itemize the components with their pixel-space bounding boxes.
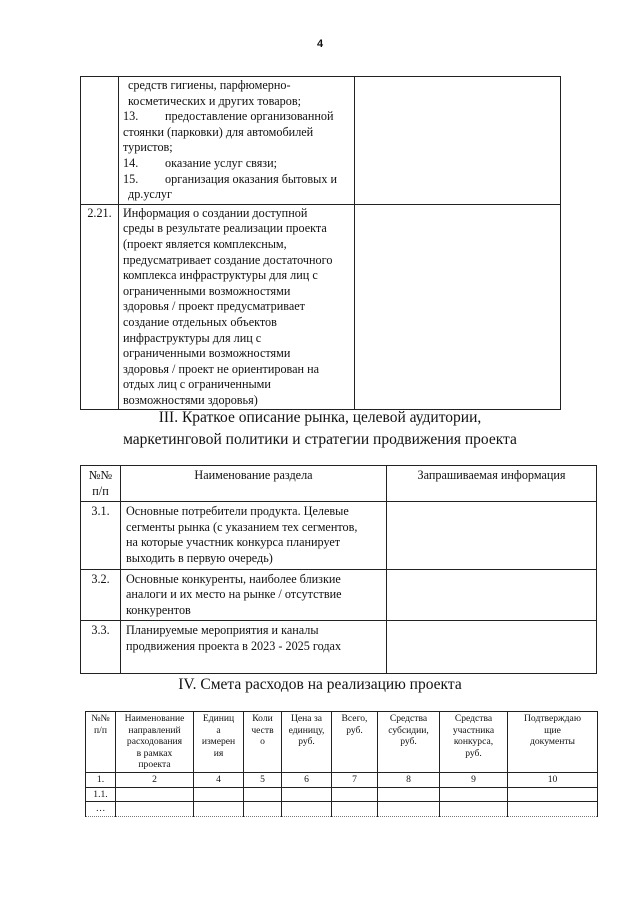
column-header-requested-info: Запрашиваемая информация: [387, 466, 597, 502]
table-header-row: [86, 712, 598, 773]
column-header-unit: Единиц а измерен ия: [194, 712, 244, 773]
row-number: 3.1.: [81, 502, 121, 569]
market-table: [80, 465, 597, 674]
column-header-unit-price: Цена за единицу, руб.: [282, 712, 332, 773]
list-item: 15. организация оказания бытовых и: [123, 171, 337, 186]
column-header-section-name: Наименование раздела: [121, 466, 387, 502]
table-row: [81, 502, 597, 569]
table-row: [81, 77, 561, 205]
section-name-cell: Основные потребители продукта. Целевые сегменты рынка (с указанием тех сегментов, на которые участник конкурса планирует выходить в первую очередь): [121, 502, 387, 569]
table-row: [81, 621, 597, 674]
section-3-title: III. Краткое описание рынка, целевой аудитории, маркетинговой политики и стратегии продвижения проекта: [123, 409, 517, 448]
list-item: 13. предоставление организованной: [123, 109, 334, 124]
project-info-table: [80, 76, 561, 410]
column-header-total: Всего, руб.: [332, 712, 378, 773]
row-number: 3.3.: [81, 621, 121, 674]
column-header-quantity: Коли честв о: [244, 712, 282, 773]
list-item: средств гигиены, парфюмерно-: [128, 78, 291, 92]
accessibility-info-cell: Информация о создании доступной среды в результате реализации проекта (проект является комплексным, предусматривает создание достаточного комплекса инфраструктуры для лиц с ограниченными возможностями здоровья / проект предусматривает создание отдельных объектов инфраструктуры для лиц с ограниченными возможностями здоровья / проект не ориентирован на отдых лиц с ограниченными возможностями здоровья): [119, 204, 355, 410]
info-cell: [355, 204, 561, 410]
list-item: туристов;: [123, 140, 173, 155]
row-number: 3.2.: [81, 569, 121, 621]
table-row: 1.1.: [86, 787, 598, 802]
section-name-cell: Планируемые мероприятия и каналы продвижения проекта в 2023 - 2025 годах: [121, 621, 387, 674]
column-header-supporting-docs: Подтверждаю щие документы: [508, 712, 598, 773]
list-item: стоянки (парковки) для автомобилей: [123, 124, 314, 139]
table-header-row: [81, 466, 597, 502]
column-header-expense-direction: Наименование направлений расходования в рамках проекта: [116, 712, 194, 773]
info-cell: [387, 569, 597, 621]
table-row: …: [86, 802, 598, 817]
list-item: косметических и других товаров;: [128, 93, 301, 108]
table-row: 1. 2 4 5 6 7 8 9 10: [86, 772, 598, 787]
column-header-subsidy-funds: Средства субсидии, руб.: [378, 712, 440, 773]
list-item: др.услуг: [128, 187, 173, 202]
table-row: [81, 204, 561, 410]
budget-table: [85, 711, 598, 817]
section-name-cell: Основные конкуренты, наиболее близкие аналоги и их место на рынке / отсутствие конкурентов: [121, 569, 387, 621]
page-number: 4: [316, 38, 324, 50]
info-cell: [387, 502, 597, 569]
info-cell: [387, 621, 597, 674]
info-cell: [355, 77, 561, 205]
column-header-number: №№ п/п: [81, 466, 121, 502]
section-4-title: IV. Смета расходов на реализацию проекта: [178, 676, 462, 693]
services-list-cell: [119, 77, 355, 205]
table-row: [81, 569, 597, 621]
column-header-participant-funds: Средства участника конкурса, руб.: [440, 712, 508, 773]
column-header-number: №№ п/п: [86, 712, 116, 773]
list-item: 14. оказание услуг связи;: [123, 155, 278, 170]
row-number: 2.21.: [81, 204, 119, 410]
